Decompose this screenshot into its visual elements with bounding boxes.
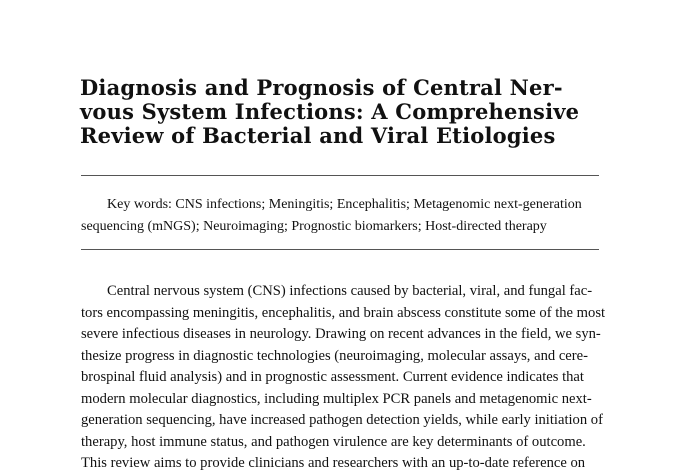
keywords-line: Key words: CNS infections; Meningitis; Encephalitis; Metagenomic next-generation — [107, 197, 582, 212]
title-line: Review of Bacterial and Viral Etiologies — [80, 123, 556, 148]
abstract-line: therapy, host immune status, and pathogen virulence are key determinants of outcome. — [81, 433, 586, 450]
keywords-block — [81, 194, 601, 238]
abstract-line: severe infectious diseases in neurology. Drawing on recent advances in the field, we syn- — [81, 326, 601, 342]
title-line: vous System Infections: A Comprehensive — [80, 99, 580, 124]
abstract-line: tors encompassing meningitis, encephalitis, and brain abscess constitute some of the most — [81, 304, 606, 321]
abstract-line: Central nervous system (CNS) infections caused by bacterial, viral, and fungal fac- — [107, 283, 593, 299]
abstract-line: generation sequencing, have increased pathogen detection yields, while early initiation of — [81, 412, 603, 428]
top-divider — [81, 175, 599, 176]
keywords-line: sequencing (mNGS); Neuroimaging; Prognostic biomarkers; Host-directed therapy — [81, 219, 547, 234]
bottom-divider — [81, 249, 599, 250]
abstract-line: thesize progress in diagnostic technologies (neuroimaging, molecular assays, and cere- — [81, 347, 588, 364]
paper-title — [80, 76, 600, 148]
abstract-line: modern molecular diagnostics, including multiplex PCR panels and metagenomic next- — [81, 390, 592, 407]
abstract-paragraph — [81, 281, 606, 475]
abstract-line: This review aims to provide clinicians and researchers with an up-to-date reference on — [81, 455, 586, 471]
abstract-line: brospinal fluid analysis) and in prognostic assessment. Current evidence indicates that — [81, 369, 584, 385]
title-line: Diagnosis and Prognosis of Central Ner- — [80, 75, 563, 100]
